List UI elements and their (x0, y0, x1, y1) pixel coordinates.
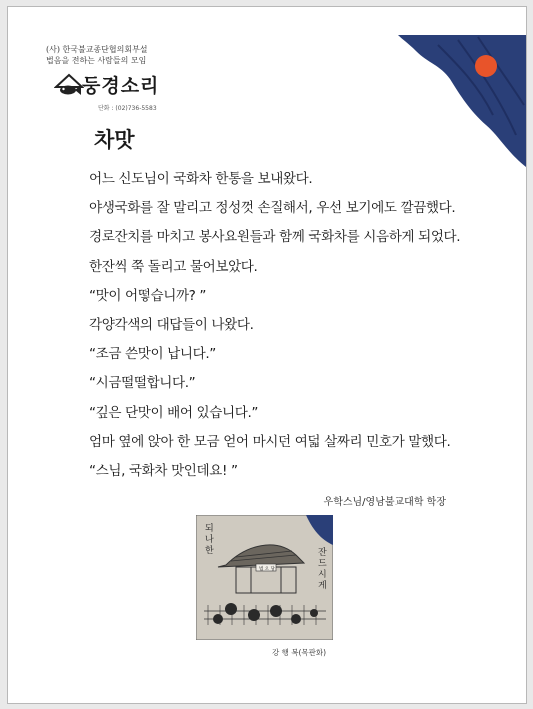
sun-sky-illustration (398, 35, 526, 167)
article-body (89, 165, 489, 486)
body-line: 엄마 옆에 앉아 한 모금 얻어 마시던 여덟 살짜리 민호가 말했다. (89, 433, 451, 450)
article-title: 차맛 (94, 128, 135, 152)
org-line-2: 법음을 전하는 사람들의 모임 (46, 56, 147, 65)
vertical-calligraphy: 되 나 한 (205, 524, 214, 556)
artwork-caption: 강 행 복(목판화) (272, 648, 327, 657)
body-line: 어느 신도님이 국화차 한통을 보내왔다. (89, 171, 313, 187)
body-line: “스님, 국화차 맛인데요! ” (89, 463, 238, 480)
org-line-1: (사) 한국불교종단협의회부설 (46, 45, 148, 54)
body-line: 한잔씩 쭉 돌리고 물어보았다. (89, 258, 258, 275)
logo (54, 73, 160, 112)
logo-phone: 단화 : (02)736-5583 (98, 105, 157, 112)
body-line: “시금떨떨합니다.” (89, 375, 196, 392)
body-line: 각양각색의 대답들이 나왔다. (89, 317, 254, 334)
svg-text:잔드시게: 잔 드 시 게 (318, 548, 327, 591)
body-line: “깊은 단맛이 배어 있습니다.” (89, 404, 259, 421)
body-line: “맛이 어떻습니까? ” (89, 287, 207, 304)
fish-logo-icon (54, 73, 84, 99)
svg-text:법 오 당: 법 오 당 (259, 567, 275, 572)
body-line: 경로잔치를 마치고 봉사요원들과 함께 국화차를 시음하게 되었다. (89, 229, 461, 246)
document-page (7, 6, 527, 704)
body-line: “조금 쓴맛이 납니다.” (89, 346, 216, 363)
logo-text: 둥경소리 (82, 75, 160, 97)
author-attribution: 우학스님/영남불교대학 학장 (323, 497, 446, 508)
woodcut-print (196, 515, 333, 640)
body-line: 야생국화를 잘 말리고 정성껏 손질해서, 우선 보기에도 깔끔했다. (89, 200, 456, 217)
organization-header (46, 44, 148, 66)
